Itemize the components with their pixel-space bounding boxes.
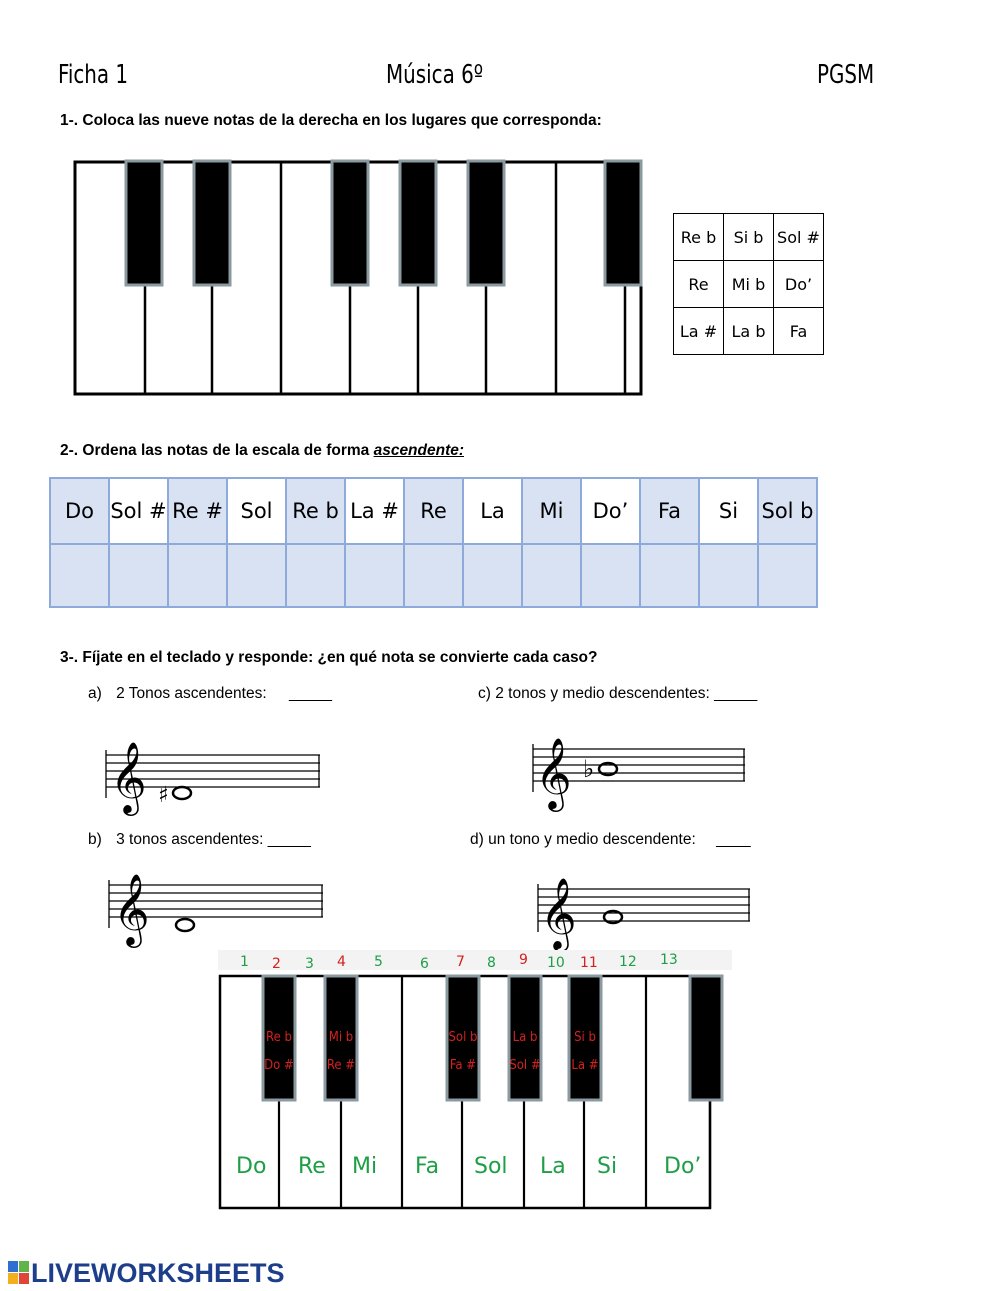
- sharp-icon: ♯: [158, 783, 169, 808]
- answer-cell[interactable]: [522, 544, 581, 607]
- question-1-title: 1-. Coloca las nueve notas de la derecha en los lugares que corresponda:: [60, 112, 602, 129]
- scale-table: [49, 477, 818, 608]
- key-number: 8: [487, 955, 496, 971]
- item-b-text: 3 tonos ascendentes:: [116, 831, 264, 848]
- black-key-flat: La b: [512, 1030, 538, 1045]
- black-key-label: [443, 1024, 483, 1080]
- item-b-blank[interactable]: _____: [267, 831, 311, 848]
- black-key-label: [259, 1024, 299, 1080]
- black-key: [332, 161, 368, 285]
- question-2-prefix: 2-. Ordena las notas de la escala de forma: [60, 442, 374, 459]
- note-cell[interactable]: Re: [674, 261, 724, 308]
- answer-cell[interactable]: [227, 544, 286, 607]
- treble-clef-icon: 𝄞: [113, 872, 150, 945]
- whole-note-icon: [176, 919, 194, 931]
- black-key: [194, 161, 230, 285]
- black-key-sharp: Fa #: [449, 1058, 477, 1073]
- black-key-label: [565, 1024, 605, 1080]
- answer-cell[interactable]: [286, 544, 345, 607]
- key-number: 2: [272, 956, 281, 972]
- answer-cell[interactable]: [345, 544, 404, 607]
- scale-note: La: [463, 478, 522, 544]
- black-key-sharp: La #: [571, 1058, 599, 1073]
- scale-note: Do: [50, 478, 109, 544]
- black-key: [468, 161, 504, 285]
- key-number: 11: [580, 955, 598, 971]
- scale-note: Mi: [522, 478, 581, 544]
- key-number: 10: [547, 955, 565, 971]
- black-key: [605, 161, 641, 285]
- liveworksheets-logo: LIVEWORKSHEETS: [31, 1258, 285, 1288]
- item-b: [88, 831, 311, 849]
- key-number: 12: [619, 954, 637, 970]
- item-d-blank[interactable]: ____: [716, 831, 751, 848]
- white-key-label: La: [540, 1154, 566, 1179]
- item-b-label: b): [88, 831, 102, 848]
- answer-cell[interactable]: [581, 544, 640, 607]
- black-key-flat: Re b: [266, 1030, 292, 1045]
- note-cell[interactable]: Si b: [724, 214, 774, 261]
- treble-clef-icon: 𝄞: [110, 740, 147, 813]
- question-2-title: [60, 442, 464, 460]
- black-key: [126, 161, 162, 285]
- black-key-flat: Sol b: [448, 1030, 478, 1045]
- answer-cell[interactable]: [640, 544, 699, 607]
- white-key-label: Re: [298, 1154, 326, 1179]
- note-cell[interactable]: Re b: [674, 214, 724, 261]
- question-2-emphasis: ascendente:: [373, 442, 465, 459]
- answer-cell[interactable]: [168, 544, 227, 607]
- scale-note: Do’: [581, 478, 640, 544]
- flat-icon: ♭: [583, 755, 595, 783]
- item-c-blank[interactable]: _____: [714, 685, 758, 702]
- item-a: [88, 685, 332, 703]
- item-a-text: 2 Tonos ascendentes:: [116, 685, 267, 702]
- note-cell[interactable]: Sol #: [774, 214, 824, 261]
- answer-cell[interactable]: [404, 544, 463, 607]
- reference-keyboard: [216, 972, 730, 1214]
- note-cell[interactable]: Do’: [774, 261, 824, 308]
- note-cell[interactable]: La b: [724, 308, 774, 355]
- note-cell[interactable]: Mi b: [724, 261, 774, 308]
- scale-note: Re: [404, 478, 463, 544]
- item-d: [470, 831, 751, 849]
- answer-cell[interactable]: [699, 544, 758, 607]
- key-number: 1: [240, 954, 249, 970]
- black-key-flat: Mi b: [328, 1030, 354, 1045]
- scale-note: Sol: [227, 478, 286, 544]
- staff-b: [103, 860, 328, 950]
- scale-note: Sol #: [109, 478, 168, 544]
- note-cell[interactable]: Fa: [774, 308, 824, 355]
- key-number: 6: [420, 956, 429, 972]
- key-number: 4: [337, 954, 346, 970]
- item-c-text: c) 2 tonos y medio descendentes:: [478, 685, 710, 702]
- white-key-label: Do: [236, 1154, 267, 1179]
- subject-title: Música 6º: [386, 60, 484, 90]
- black-key-flat: Si b: [574, 1030, 596, 1045]
- answer-cell[interactable]: [758, 544, 817, 607]
- whole-note-icon: [173, 787, 191, 799]
- liveworksheets-logo-icon: [8, 1261, 30, 1285]
- scale-note: La #: [345, 478, 404, 544]
- white-key-label: Mi: [352, 1154, 378, 1179]
- key-number: 9: [519, 952, 528, 968]
- note-cell[interactable]: La #: [674, 308, 724, 355]
- white-key-label: Do’: [664, 1154, 702, 1179]
- black-key-label: [505, 1024, 545, 1080]
- scale-note: Re b: [286, 478, 345, 544]
- black-key: [690, 976, 722, 1100]
- answer-cell[interactable]: [109, 544, 168, 607]
- answer-cell[interactable]: [463, 544, 522, 607]
- item-c: [478, 685, 757, 703]
- author-initials: PGSM: [817, 60, 875, 90]
- white-key-label: Fa: [415, 1154, 440, 1179]
- scale-note: Sol b: [758, 478, 817, 544]
- key-number: 7: [456, 954, 465, 970]
- white-key-label: Sol: [474, 1154, 508, 1179]
- treble-clef-icon: 𝄞: [535, 736, 572, 809]
- question-3-title: 3-. Fíjate en el teclado y responde: ¿en qué nota se convierte cada caso?: [60, 649, 598, 666]
- answer-cell[interactable]: [50, 544, 109, 607]
- staff-c: [525, 722, 750, 812]
- key-number: 13: [660, 952, 678, 968]
- scale-note: Re #: [168, 478, 227, 544]
- notes-grid: [673, 213, 824, 355]
- item-a-blank[interactable]: _____: [288, 685, 333, 702]
- item-a-label: a): [88, 685, 102, 702]
- piano-keyboard-1: [70, 157, 650, 399]
- black-key: [400, 161, 436, 285]
- black-key-sharp: Re #: [326, 1058, 356, 1073]
- key-number: 3: [305, 956, 314, 972]
- staff-d: [530, 862, 755, 952]
- scale-note: Si: [699, 478, 758, 544]
- sheet-number: Ficha 1: [58, 60, 129, 90]
- key-number-strip: [218, 950, 732, 970]
- black-key-sharp: Sol #: [509, 1058, 541, 1073]
- scale-note: Fa: [640, 478, 699, 544]
- staff-a: [100, 730, 325, 820]
- black-key-label: [321, 1024, 361, 1080]
- black-key-sharp: Do #: [264, 1058, 294, 1073]
- treble-clef-icon: 𝄞: [540, 876, 577, 949]
- key-number: 5: [374, 954, 383, 970]
- white-key-label: Si: [597, 1154, 618, 1179]
- item-d-text: d) un tono y medio descendente:: [470, 831, 696, 848]
